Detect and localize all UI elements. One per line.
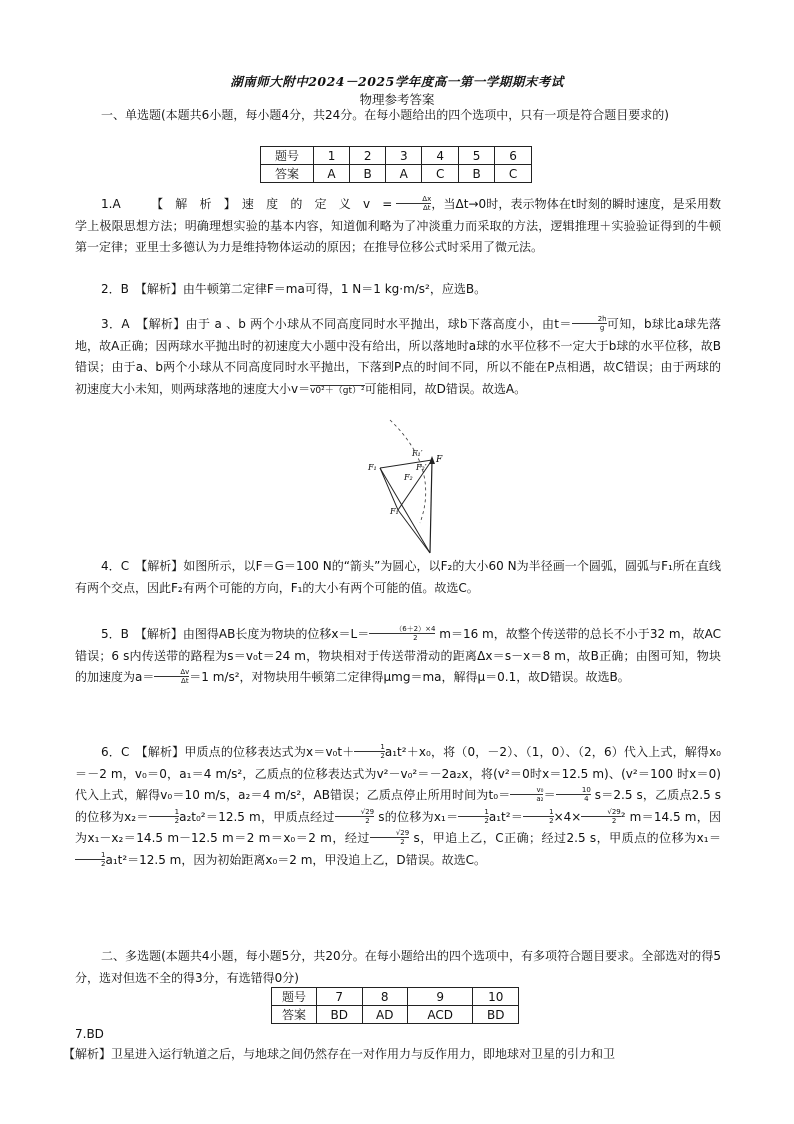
sqrt-fraction: $\frac{2h}{g}$ <box>572 315 607 332</box>
table-cell: A <box>314 165 350 183</box>
force-line <box>380 468 398 510</box>
label-f: F <box>436 455 443 465</box>
table-cell: C <box>495 165 532 183</box>
table-cell: BD <box>317 1006 363 1024</box>
q2-answer: 2．B 【解析】由牛顿第二定律F＝ma可得，1 N＝1 kg·m/s²，应选B。 <box>101 282 487 296</box>
table-cell: 7 <box>317 988 363 1006</box>
fraction: $\frac{1}{2}$ <box>354 743 384 760</box>
fraction: $\frac{1}{2}$ <box>75 851 105 868</box>
q1-answer <box>75 194 721 259</box>
section2-answer-table <box>271 987 519 1024</box>
q7-answer <box>75 1024 721 1046</box>
table-row <box>261 165 532 183</box>
fraction: $\frac{1}{2}$ <box>458 808 488 825</box>
table-cell: 题号 <box>272 988 317 1006</box>
sqrt-expression: v0²＋（gt）² <box>310 385 365 396</box>
force-diagram <box>350 418 460 558</box>
label-f2-prime: F₂′ <box>416 463 427 472</box>
section1-heading: 一、单选题(本题共6小题，每小题4分，共24分。在每小题给出的四个选项中，只有一项是符合题目要求的) <box>101 108 669 122</box>
section2-heading: 二、多选题(本题共4小题，每小题5分，共20分。在每小题给出的四个选项中，有多项符合题目要求。全部选对的得5分，选对但选不全的得3分，有选错得0分) <box>75 949 721 985</box>
table-cell: 题号 <box>261 147 314 165</box>
table-cell: 6 <box>495 147 532 165</box>
label-f1: F₁ <box>368 463 377 472</box>
table-cell: 3 <box>386 147 422 165</box>
table-row <box>272 988 519 1006</box>
table-cell: C <box>422 165 459 183</box>
answer-subtitle: 物理参考答案 <box>359 92 435 107</box>
q5-answer: 5．B 【解析】由图得AB长度为物块的位移x＝L＝ $\frac{(6+2)\times 4}{2}$ m＝16 m，故整个传送带的总长不小于32 m，故AC错误；6 s内传送带的路程为s＝v₀t＝24 m，物块相对于传送带滑动的距离Δx＝s－x＝8 m，故B正确；由图可知，物块的加速度为a＝ $\frac{\Delta v}{\Delta t}$ ＝1 m/s²，对物块用牛顿第二定律得μmg＝ma，解得μ＝0.1，故D错误。故选B。 <box>75 625 721 685</box>
fraction: $\frac{(6+2)\times 4}{2}$ <box>369 625 435 642</box>
q1-body: ，当Δt→0时，表示物体在t时刻的瞬时速度，是采用数学上极限思想方法；明确理想实验的基本内容，知道伽利略为了冲淡重力而采取的方法，逻辑推理＋实验验证得到的牛顿第一定律；亚里士多德认为力是维持物体运动的原因；在推导位移公式时采用了微元法。 <box>75 197 721 254</box>
q3-answer: 3．A 【解析】由于 a 、b 两个小球从不同高度同时水平抛出，球b下落高度小，由t＝ $\frac{2h}{g}$ 可知，b球比a球先落地，故A正确；因两球水平抛出时的初速度大小题中没有给出，所以落地时a球的水平位移不一定大于b球的水平位移，故B错误；由于a、b两个小球从不同高度同时水平抛出，下落到P点的时间不同，所以不能在P点相遇，故C错误；由于两球的初速度大小未知，则两球落地的速度大小v＝v0²＋（gt）²可能相同，故D错误。故选A。 <box>75 315 721 396</box>
table-cell: 2 <box>350 147 386 165</box>
fraction: $\frac{√29}{2}$ <box>370 829 409 846</box>
table-cell: 9 <box>407 988 473 1006</box>
table-cell: 4 <box>422 147 459 165</box>
fraction: $\frac{\Delta x}{\Delta t}$ <box>396 195 431 212</box>
label-f1-lower: F₁ <box>390 507 399 516</box>
q7-explanation: 【解析】卫星进入运行轨道之后，与地球之间仍然存在一对作用力与反作用力，即地球对卫星的引力和卫 <box>63 1047 616 1061</box>
q4-answer: 4．C 【解析】如图所示，以F＝G＝100 N的“箭头”为圆心，以F₂的大小60 N为半径画一个圆弧，圆弧与F₁所在直线有两个交点，因此F₂有两个可能的方向，F₁的大小有两个可能的值。故选C。 <box>75 559 721 595</box>
table-cell: 10 <box>473 988 519 1006</box>
table-cell: AD <box>362 1006 407 1024</box>
label-f1-prime: F₁′ <box>412 449 423 458</box>
table-cell: BD <box>473 1006 519 1024</box>
table-cell: 1 <box>314 147 350 165</box>
table-row <box>272 1006 519 1024</box>
table-cell: A <box>386 165 422 183</box>
table-cell: B <box>459 165 495 183</box>
table-cell: 5 <box>459 147 495 165</box>
fraction: $\frac{1}{2}$ <box>523 808 553 825</box>
fraction: $\frac{1}{2}$ <box>149 808 179 825</box>
table-cell: ACD <box>407 1006 473 1024</box>
fraction: $\frac{\text{v₀}}{\text{a₂}}$ <box>510 786 543 803</box>
table-row <box>261 147 532 165</box>
table-cell: 8 <box>362 988 407 1006</box>
force-line <box>398 510 430 553</box>
force-line <box>398 460 432 510</box>
fraction: $\frac{√29}{2}$ <box>335 808 374 825</box>
q1-lead: 1.A 【 解 析 】 速 度 的 定 义 v = <box>101 197 393 211</box>
table-cell: 答案 <box>261 165 314 183</box>
fraction: $\frac{√29}{2}$ <box>581 808 620 825</box>
table-cell: 答案 <box>272 1006 317 1024</box>
fraction: $\frac{\Delta v}{\Delta t}$ <box>154 668 189 685</box>
exam-title: 湖南师大附中2024－2025学年度高一第一学期期末考试 <box>230 74 564 89</box>
table-cell: B <box>350 165 386 183</box>
section1-answer-table <box>260 146 532 183</box>
label-f2: F₂ <box>404 473 413 482</box>
fraction: $\frac{10}{4}$ <box>556 786 591 803</box>
force-line <box>430 460 432 553</box>
q6-answer: 6．C 【解析】甲质点的位移表达式为x＝v₀t＋ $\frac{1}{2}$ a₁t²＋x₀，将（0，－2）、（1，0）、（2，6）代入上式，解得x₀＝－2 m，v₀＝0，a₁＝4 m/s²，乙质点的位移表达式为v²－v₀²＝－2a₂x，将(v²＝0时x＝12.5 m)、(v²＝100 时x＝0)代入上式，解得v₀＝10 m/s，a₂＝4 m/s²，AB错误；乙质点停止所用时间为t₀＝ $\frac{\text{v₀}}{\text{a₂}}$ ＝ $\frac{10}{4}$ s＝2.5 s，乙质点2.5 s的位移为x₂＝ $\frac{1}{2}$ a₂t₀²＝12.5 m，甲质点经过 $\frac{√29}{2}$ s的位移为x₁＝ $\frac{1}{2}$ a₁t²＝ $\frac{1}{2}$ ×4× $\frac{√29}{2}$ ² m＝14.5 m，因为x₁－x₂＝14.5 m－12.5 m＝2 m＝x₀＝2 m，经过 $\frac{√29}{2}$ s，甲追上乙，C正确；经过2.5 s，甲质点的位移为x₁＝ $\frac{1}{2}$ a₁t²＝12.5 m，因为初始距离x₀＝2 m，甲没追上乙，D错误。故选C。 <box>75 743 722 868</box>
q7-label: 7.BD <box>75 1027 104 1041</box>
